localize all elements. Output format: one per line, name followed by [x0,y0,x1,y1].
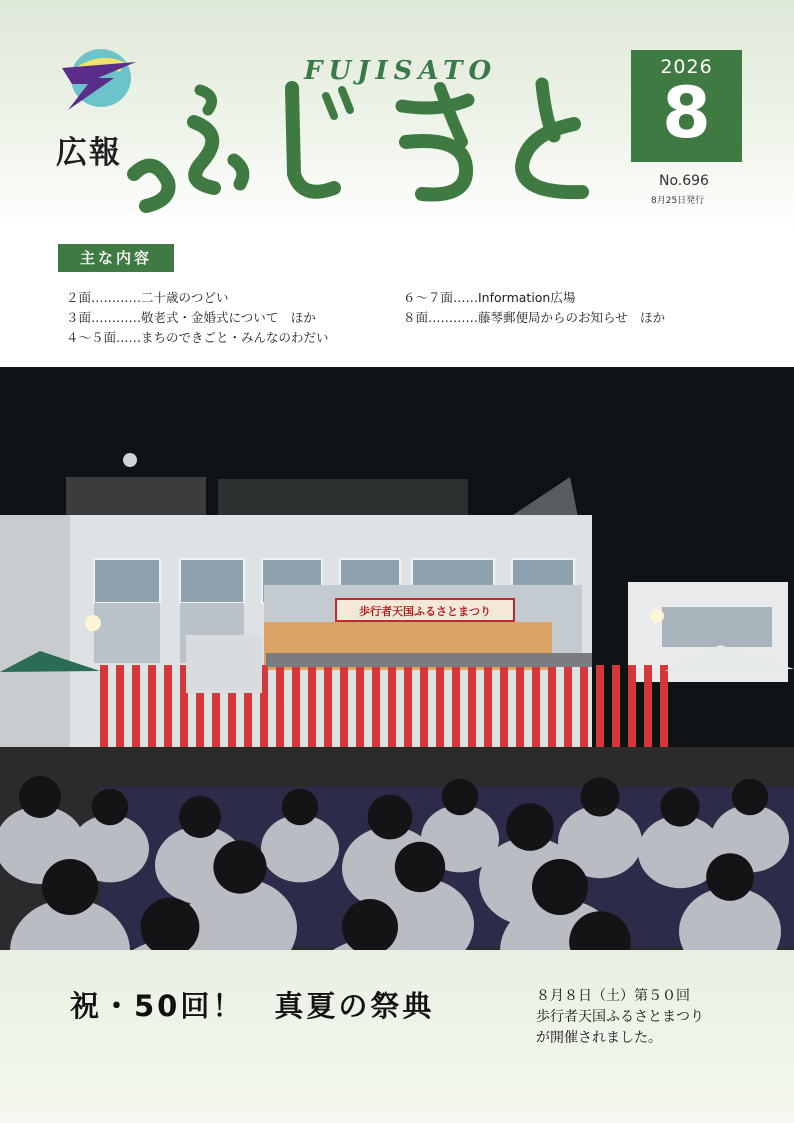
curtain-stripe [340,665,348,749]
audience-head [19,776,61,818]
issue-month: 8 [662,72,711,154]
audience-head [42,859,98,915]
toc-item: ４～５面……まちのできごと・みんなのわだい [66,330,329,345]
audience-head [395,842,445,892]
toc-item: ３面…………敬老式・金婚式について ほか [66,310,316,325]
audience-head [532,859,588,915]
koho-label: 広報 [56,135,122,171]
issue-number: No.696 [659,173,709,189]
curtain-stripe [548,665,556,749]
issue-year: 2026 [660,56,713,78]
toc-item: ６～７面……Information広場 [403,290,576,305]
curtain-stripe [116,665,124,749]
audience-head [368,795,413,840]
curtain-stripe [452,665,460,749]
romaji-title: FUJISATO [304,56,498,86]
curtain-stripe [628,665,636,749]
issue-date: 8月25日発行 [651,196,705,206]
curtain-stripe [484,665,492,749]
curtain-stripe [404,665,412,749]
toc-heading: 主な内容 [58,244,174,272]
audience-head [92,789,128,825]
audience-head [179,796,221,838]
audience-head [506,803,554,851]
curtain-stripe [644,665,652,749]
stage-banner-text: 歩行者天国ふるさとまつり [359,605,491,618]
audience-head [706,853,754,901]
curtain-stripe [580,665,588,749]
headline-part-a: 祝・50回！ [70,989,245,1023]
curtain-stripe [516,665,524,749]
curtain-stripe [356,665,364,749]
curtain-stripe [596,665,604,749]
curtain-stripe [372,665,380,749]
masthead [0,0,794,365]
audience-head [580,777,619,816]
audience-head [732,779,768,815]
curtain-stripe [276,665,284,749]
curtain-stripe [324,665,332,749]
headline-part-b: 真夏の祭典 [274,989,435,1023]
caption-line: が開催されました。 [536,1030,662,1046]
curtain-stripe [388,665,396,749]
toc-list-left [66,288,329,348]
cover-caption-area [0,950,794,1123]
curtain-stripe [564,665,572,749]
audience-head [660,787,699,826]
curtain-stripe [100,665,108,749]
photo-caption [536,986,704,1049]
curtain-stripe [148,665,156,749]
curtain-stripe [468,665,476,749]
fujisato-calligraphy-title [122,70,622,220]
curtain-stripe [292,665,300,749]
curtain-stripe [660,665,668,749]
curtain-stripe [420,665,428,749]
issue-badge [631,50,742,162]
audience-head [213,840,266,893]
curtain-stripe [164,665,172,749]
curtain-stripe [612,665,620,749]
caption-line: ８月８日（土）第５０回 [536,988,690,1004]
toc-list-right [403,288,665,328]
audience-head [282,789,318,825]
audience-head [442,779,478,815]
caption-line: 歩行者天国ふるさとまつり [536,1009,704,1025]
curtain-stripe [436,665,444,749]
toc-item: ８面…………藤琴郵便局からのお知らせ ほか [403,310,666,325]
festival-cover-photo [0,367,794,950]
cover-headline [70,984,434,1025]
curtain-stripe [500,665,508,749]
curtain-stripe [532,665,540,749]
curtain-stripe [132,665,140,749]
curtain-stripe [308,665,316,749]
toc-item: ２面…………二十歳のつどい [66,290,229,305]
